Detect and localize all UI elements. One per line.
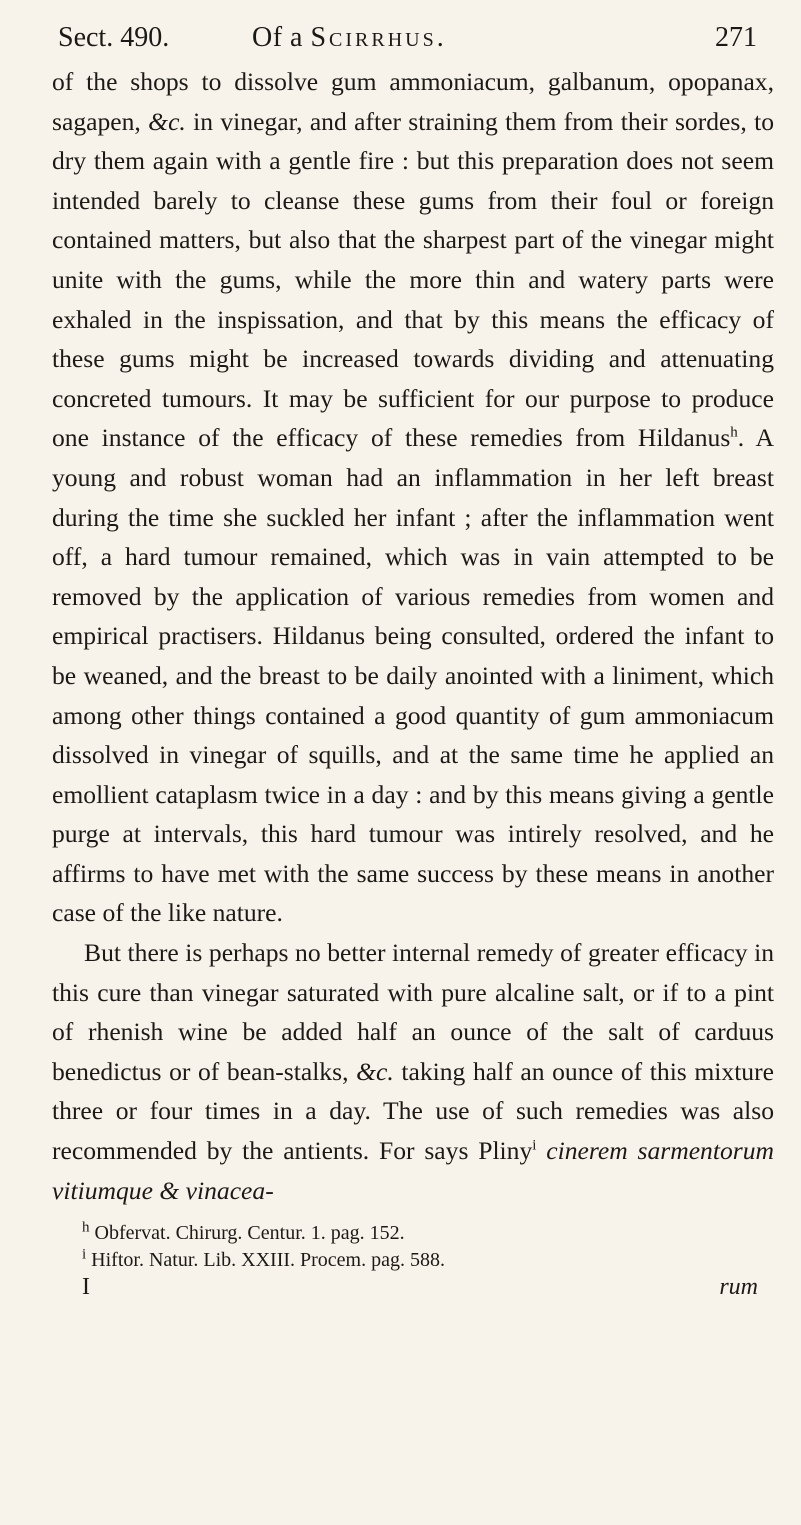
catchword: rum bbox=[719, 1274, 758, 1301]
footnote-ref-h: h bbox=[730, 424, 738, 441]
footnote-i-mark: i bbox=[82, 1246, 87, 1263]
footnote-i bbox=[82, 1247, 782, 1274]
footnotes bbox=[52, 1220, 782, 1274]
page-number: 271 bbox=[715, 22, 757, 53]
paragraph-2 bbox=[52, 933, 774, 1210]
paragraph-1-part-c: . A young and robust woman had an inflammation in her left breast during the time she suckled her infant ; after the inflammation went off, a hard tumour remained, which was in vain attempted to be removed by the application of various remedies from women and empirical practisers. Hildanus being consulted, ordered the infant to be weaned, and the breast to be daily anointed with a liniment, which among other things contained a good quantity of gum ammoniacum dissolved in vinegar of squills, and at the same time he applied an emollient cataplasm twice in a day : and by this means giving a gentle purge at intervals, this hard tumour was intirely resolved, and he affirms to have met with the same success by these means in another case of the like nature. bbox=[52, 423, 774, 928]
section-number: Sect. 490. bbox=[58, 22, 170, 53]
running-head bbox=[52, 14, 775, 62]
running-title bbox=[252, 14, 447, 62]
footnote-h bbox=[82, 1220, 782, 1247]
footnote-h-text: Obfervat. Chirurg. Centur. 1. pag. 152. bbox=[89, 1222, 405, 1245]
paragraph-1-part-b: in vinegar, and after straining them from their sordes, to dry them again with a gentle fire : but this preparation does not seem intended barely to cleanse these gums from their foul or foreign contained matters, but also that the sharpest part of the vinegar might unite with the gums, while the more thin and watery parts were exhaled in the inspissation, and that by this means the efficacy of these gums might be increased towards dividing and attenuating concreted tumours. It may be sufficient for our purpose to produce one instance of the efficacy of these remedies from Hildanus bbox=[52, 106, 774, 453]
body-text bbox=[52, 62, 774, 1210]
running-title-prefix: Of a bbox=[252, 22, 303, 53]
page-footer bbox=[52, 1274, 774, 1308]
paragraph-1-part-a: of the shops to dissolve gum ammoniacum, galbanum, opopanax, sagapen, bbox=[52, 67, 774, 136]
paragraph-2-part-b: taking half an ounce of this mixture three or four times in a day. The use of such remedies was also recommended by the antients. For says Pliny bbox=[52, 1056, 774, 1166]
footnote-ref-i: i bbox=[532, 1137, 537, 1154]
footnote-i-text: Hiftor. Natur. Lib. XXIII. Procem. pag. 588. bbox=[86, 1249, 445, 1272]
pliny-quote: cinerem sarmentorum vitiumque & vinacea- bbox=[52, 1136, 775, 1205]
signature-mark: I bbox=[82, 1274, 90, 1301]
etc-abbrev: &c. bbox=[148, 106, 186, 136]
running-title-word: Scirrhus. bbox=[310, 22, 447, 53]
footnote-h-mark: h bbox=[82, 1219, 90, 1236]
etc-abbrev-2: &c. bbox=[356, 1056, 394, 1086]
paragraph-1 bbox=[52, 62, 774, 933]
paragraph-2-part-a: But there is perhaps no better internal remedy of greater efficacy in this cure than vinegar saturated with pure alcaline salt, or if to a pint of rhenish wine be added half an ounce of the salt of carduus benedictus or of bean-stalks, bbox=[52, 938, 774, 1086]
